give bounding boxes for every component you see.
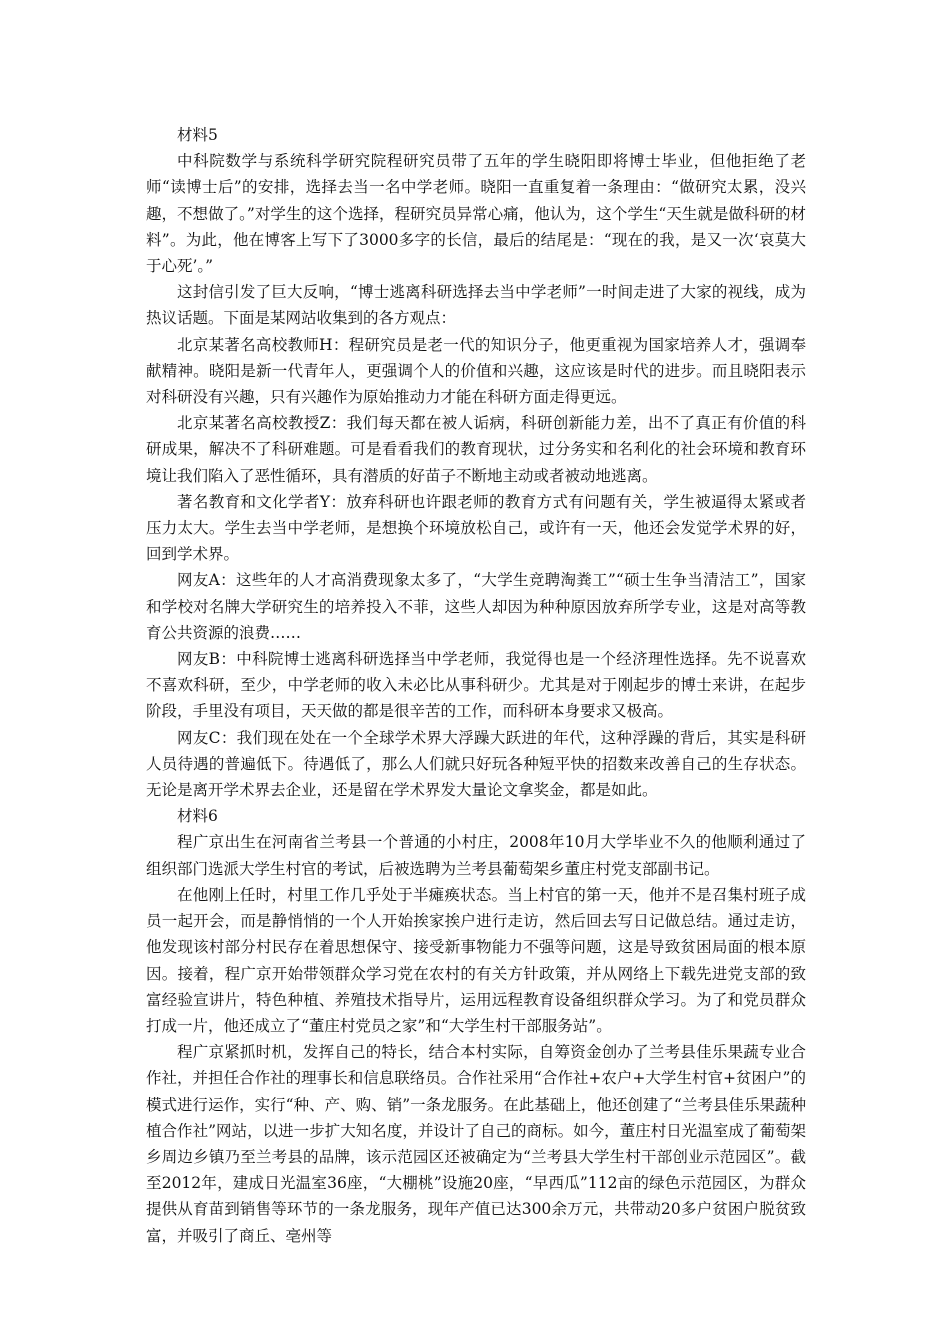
- opinion-scholar-y: 著名教育和文化学者Y：放弃科研也许跟老师的教育方式有问题有关，学生被逼得太紧或者压力太大。学生去当中学老师，是想换个环境放松自己，或许有一天，他还会发觉学术界的好，回到学术界。: [146, 492, 806, 564]
- material-6-paragraph-3: 程广京紧抓时机，发挥自己的特长，结合本村实际，自筹资金创办了兰考县佳乐果蔬专业合作社，并担任合作社的理事长和信息联络员。合作社采用“合作社+农户+大学生村官+贫困户”的模式进行运作，实行“种、产、购、销”一条龙服务。在此基础上，他还创建了“兰考县佳乐果蔬种植合作社”网站，以进一步扩大知名度，并设计了自己的商标。如今，董庄村日光温室成了葡萄架乡周边乡镇乃至兰考县的品牌，该示范园区还被确定为“兰考县大学生村干部创业示范园区”。截至2012年，建成日光温室36座，“大棚桃”设施20座，“早西瓜”112亩的绿色示范园区，为群众提供从育苗到销售等环节的一条龙服务，现年产值已达300余万元，共带动20多户贫困户脱贫致富，并吸引了商丘、亳州等: [146, 1043, 806, 1245]
- material-5-paragraph-2: 这封信引发了巨大反响，“博士逃离科研选择去当中学老师”一时间走进了大家的视线，成为热议话题。下面是某网站收集到的各方观点：: [146, 283, 806, 328]
- opinion-netizen-b: 网友B：中科院博士逃离科研选择当中学老师，我觉得也是一个经济理性选择。先不说喜欢不喜欢科研，至少，中学老师的收入未必比从事科研少。尤其是对于刚起步的博士来讲，在起步阶段，手里没有项目，天天做的都是很辛苦的工作，而科研本身要求又极高。: [146, 650, 806, 721]
- material-5-heading: 材料5: [177, 126, 218, 144]
- material-6-paragraph-1: 程广京出生在河南省兰考县一个普通的小村庄，2008年10月大学毕业不久的他顺利通过了组织部门选派大学生村官的考试，后被选聘为兰考县葡萄架乡董庄村党支部副书记。: [146, 833, 806, 878]
- document-body: [146, 122, 806, 1249]
- opinion-professor-z: 北京某著名高校教授Z：我们每天都在被人诟病，科研创新能力差，出不了真正有价值的科研成果，解决不了科研难题。可是看看我们的教育现状，过分务实和名利化的社会环境和教育环境让我们陷入了恶性循环，具有潜质的好苗子不断地主动或者被动地逃离。: [146, 414, 806, 485]
- opinion-netizen-c: 网友C：我们现在处在一个全球学术界大浮躁大跃进的年代，这种浮躁的背后，其实是科研人员待遇的普遍低下。待遇低了，那么人们就只好玩各种短平快的招数来改善自己的生存状态。无论是离开学术界去企业，还是留在学术界发大量论文拿奖金，都是如此。: [146, 728, 806, 800]
- material-6-paragraph-2: 在他刚上任时，村里工作几乎处于半瘫痪状态。当上村官的第一天，他并不是召集村班子成员一起开会，而是静悄悄的一个人开始挨家挨户进行走访，然后回去写日记做总结。通过走访，他发现该村部分村民存在着思想保守、接受新事物能力不强等问题，这是导致贫困局面的根本原因。接着，程广京开始带领群众学习党在农村的有关方针政策，并从网络上下载先进党支部的致富经验宣讲片，特色种植、养殖技术指导片，运用远程教育设备组织群众学习。为了和党员群众打成一片，他还成立了“董庄村党员之家”和“大学生村干部服务站”。: [146, 885, 806, 1035]
- opinion-netizen-a: 网友A：这些年的人才高消费现象太多了，“大学生竞聘淘粪工”“硕士生争当清洁工”，国家和学校对名牌大学研究生的培养投入不菲，这些人却因为种种原因放弃所学专业，这是对高等教育公共资源的浪费……: [146, 571, 806, 642]
- opinion-teacher-h: 北京某著名高校教师H：程研究员是老一代的知识分子，他更重视为国家培养人才，强调奉献精神。晓阳是新一代青年人，更强调个人的价值和兴趣，这应该是时代的进步。而且晓阳表示对科研没有兴趣，只有兴趣作为原始推动力才能在科研方面走得更远。: [146, 335, 806, 407]
- material-5-paragraph-1: 中科院数学与系统科学研究院程研究员带了五年的学生晓阳即将博士毕业，但他拒绝了老师“读博士后”的安排，选择去当一名中学老师。晓阳一直重复着一条理由：“做研究太累，没兴趣，不想做了。”对学生的这个选择，程研究员异常心痛，他认为，这个学生“天生就是做科研的材料”。为此，他在博客上写下了3000多字的长信，最后的结尾是：“现在的我，是又一次‘哀莫大于心死’。”: [146, 152, 806, 276]
- material-6-heading: 材料6: [177, 807, 218, 826]
